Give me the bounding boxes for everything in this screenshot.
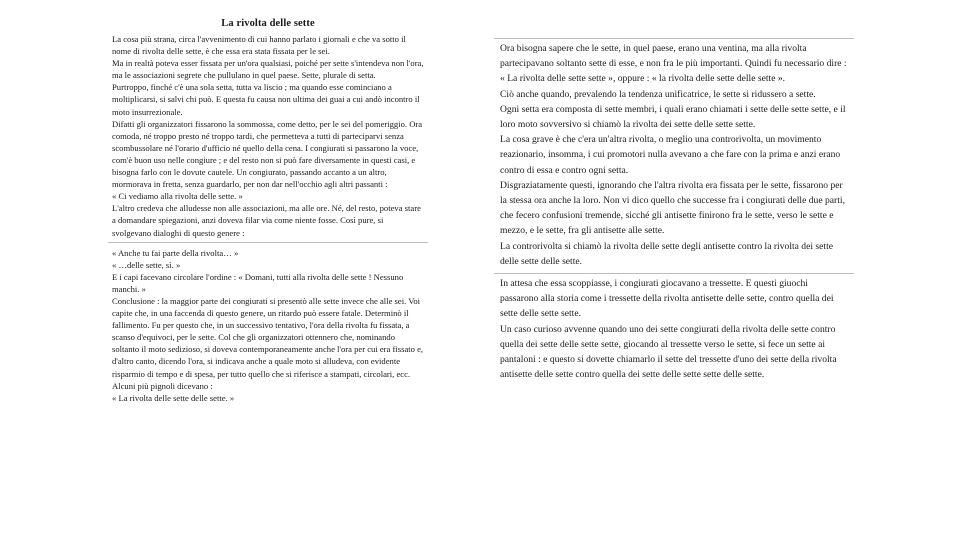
paragraph: Purtroppo, finché c'è una sola setta, tutta va liscio ; ma quando esse cominciano a moltiplicarsi, si salvi chi può. E questa fu causa non ultima dei guai a cui andò incontro il moto insurrezionale.: [112, 82, 420, 117]
paragraph: Ora bisogna sapere che le sette, in quel paese, erano una ventina, ma alla rivolta partecipavano soltanto sette di esse, e non fra le più importanti. Quindi fu necessario dire : « La rivolta delle sette sette », oppure : « la rivolta delle sette delle sette ».: [500, 43, 847, 85]
scan-divider: [494, 273, 854, 274]
paragraph: Ma in realtà poteva esser fissata per un'ora qualsiasi, poiché per sette s'intendeva non l'ora, ma le associazioni segrete che pullulano in quel paese. Sette, plurale di setta.: [112, 58, 424, 81]
quote-line: « Anche tu fai parte della rivolta… »: [112, 247, 239, 258]
paragraph: Difatti gli organizzatori fissarono la sommossa, come detto, per le sei del pomeriggio. Ora comoda, né troppo presto né troppo tardi, che permetteva a tutti di parteciparvi senza scombussolare né l'orario d'ufficio né quello della cena. I congiurati si passarono la voce, com'è buon uso nelle congiure ; e del resto non si può fare diversamente in questi casi, e bisogna farlo con le dovute cautele. Un congiurato, passando accanto a un altro, mormorava in fretta, senza guardarlo, per non dar nell'occhio agli altri passanti :: [112, 118, 423, 190]
quote-line: « …delle sette, sì. »: [112, 259, 181, 270]
right-page: [500, 34, 848, 504]
paragraph: Ogni setta era composta di sette membri, i quali erano chiamati i sette delle sette sette, e il loro moto sovversivo si chiamò la rivolta dei sette delle sette sette.: [500, 103, 846, 131]
paragraph: Ciò anche quando, prevalendo la tendenza unificatrice, le sette si ridussero a sette.: [500, 88, 816, 100]
paragraph: Un caso curioso avvenne quando uno dei sette congiurati della rivolta delle sette contro quella dei sette delle sette sette, giocando al tressette verso le sette, si fece un sette ai pantaloni : e questo si dovette chiamarlo il sette del tressette d'uno dei sette della rivolta antisette delle sette contro quella dei sette delle sette sette delle sette.: [500, 323, 837, 381]
scan-divider: [494, 38, 854, 39]
paragraph: L'altro credeva che alludesse non alle associazioni, ma alle ore. Né, del resto, poteva stare a domandare spiegazioni, anzi doveva filar via come niente fosse. Così pure, si svolgevano dialoghi di questo genere :: [112, 203, 421, 238]
paragraph: La cosa più strana, circa l'avvenimento di cui hanno parlato i giornali e che va sotto il nome di rivolta delle sette, è che essa era stata fissata per le sei.: [112, 34, 406, 57]
scan-divider: [108, 242, 428, 243]
paragraph: Disgraziatamente questi, ignorando che l'altra rivolta era fissata per le sette, fissarono per la stessa ora anche la loro. Non vi dico quello che successe fra i congiurati delle due parti, che fecero confusioni tremende, sicché gli antisette finirono fra le sette, verso le sette e mezzo, e le sette, fra gli antisette alle sette.: [500, 179, 845, 237]
quote-line: « Ci vediamo alla rivolta delle sette. »: [112, 191, 243, 202]
paragraph: La controrivolta si chiamò la rivolta delle sette degli antisette contro la rivolta dei sette delle sette delle sette.: [500, 240, 834, 267]
page-title: La rivolta delle sette: [221, 18, 315, 29]
left-page: [112, 14, 424, 534]
paragraph: Conclusione : la maggior parte dei congiurati si presentò alle sette invece che alle sei. Voi capite che, in una faccenda di questo genere, un ritardo può essere fatale. Determinò il fallimento. Fu per questo che, in un successivo tentativo, l'ora della rivolta fu fissata, a scanso d'equivoci, per le sette. Col che gli organizzatori ottennero che, nominando soltanto il moto sedizioso, si doveva contemporaneamente anche l'ora per cui era fissato e, d'altro canto, dicendo l'ora, si indicava anche a quale moto si alludeva, con evidente risparmio di tempo e di spesa, per tutto quello che si riferisce a stampati, circolari, ecc. Alcuni più pignoli dicevano :: [112, 295, 424, 391]
paragraph: E i capi facevano circolare l'ordine : « Domani, tutti alla rivolta delle sette ! Nessuno manchi. »: [112, 271, 404, 294]
paragraph: La cosa grave è che c'era un'altra rivolta, o meglio una controrivolta, un movimento reazionario, insomma, i cui promotori nulla avevano a che fare con la prima e anzi erano contro di essa e contro ogni setta.: [500, 134, 841, 176]
quote-line: « La rivolta delle sette delle sette. »: [112, 392, 235, 403]
paragraph: In attesa che essa scoppiasse, i congiurati giocavano a tressette. E questi giuochi passarono alla storia come i tressette della rivolta antisette delle sette, contro quella dei sette delle sette sette.: [500, 278, 834, 320]
